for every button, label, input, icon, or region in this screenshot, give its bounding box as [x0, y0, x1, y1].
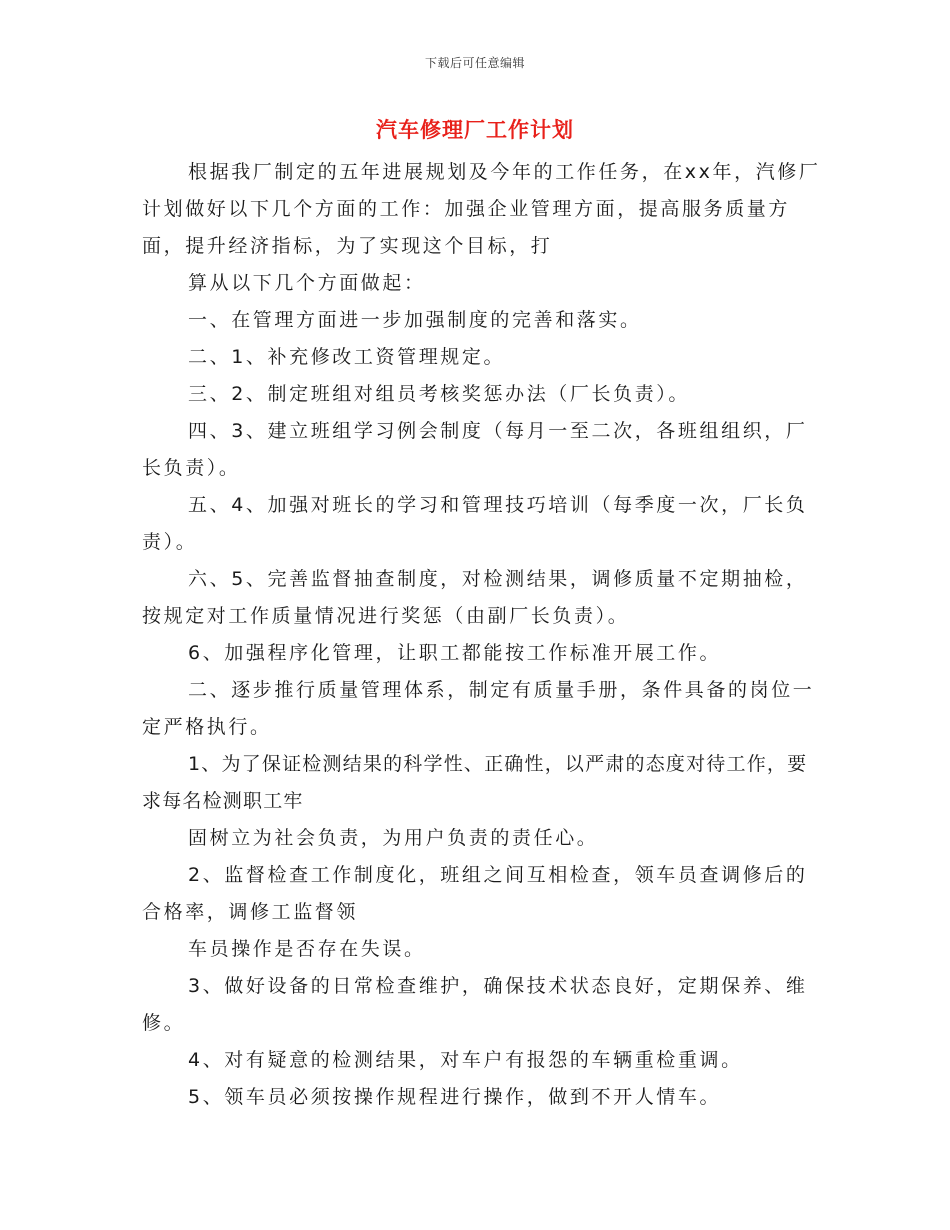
- paragraph-item: 六、5、完善监督抽查制度，对检测结果，调修质量不定期抽检，按规定对工作质量情况进行奖惩（由副厂长负责）。: [142, 568, 808, 627]
- paragraph-item: 四、3、建立班组学习例会制度（每月一至二次，各班组组织，厂长负责）。: [142, 420, 808, 479]
- paragraph-item-cont: 固树立为社会负责，为用户负责的责任心。: [188, 827, 599, 849]
- paragraph-intro-cont: 算从以下几个方面做起：: [188, 272, 426, 294]
- header-note: 下载后可任意编辑: [424, 56, 525, 70]
- document-title: 汽车修理厂工作计划: [376, 118, 574, 142]
- paragraph-item: 6、加强程序化管理，让职工都能按工作标准开展工作。: [188, 642, 722, 664]
- paragraph-item-cont: 车员操作是否存在失误。: [188, 938, 426, 960]
- paragraph-item: 5、领车员必须按操作规程进行操作，做到不开人情车。: [188, 1086, 722, 1108]
- document-body: [142, 154, 822, 1116]
- paragraph-item: 2、监督检查工作制度化，班组之间互相检查，领车员查调修后的合格率，调修工监督领: [142, 864, 808, 923]
- paragraph-item: 二、1、补充修改工资管理规定。: [188, 346, 506, 368]
- paragraph-item: 3、做好设备的日常检查维护，确保技术状态良好，定期保养、维修。: [142, 975, 808, 1034]
- paragraph-item: 1、为了保证检测结果的科学性、正确性，以严肃的态度对待工作，要求每名检测职工牢: [142, 753, 808, 812]
- paragraph-item: 三、2、制定班组对组员考核奖惩办法（厂长负责）。: [188, 383, 690, 405]
- paragraph-item: 五、4、加强对班长的学习和管理技巧培训（每季度一次，厂长负责）。: [142, 494, 808, 553]
- paragraph-section-2: 二、逐步推行质量管理体系，制定有质量手册，条件具备的岗位一定严格执行。: [142, 679, 815, 738]
- paragraph-item: 4、对有疑意的检测结果，对车户有报怨的车辆重检重调。: [188, 1049, 743, 1071]
- paragraph-section-1: 一、在管理方面进一步加强制度的完善和落实。: [188, 309, 642, 331]
- paragraph-intro: 根据我厂制定的五年进展规划及今年的工作任务，在xx年，汽修厂计划做好以下几个方面的工作：加强企业管理方面，提高服务质量方面，提升经济指标，为了实现这个目标，打: [142, 161, 821, 257]
